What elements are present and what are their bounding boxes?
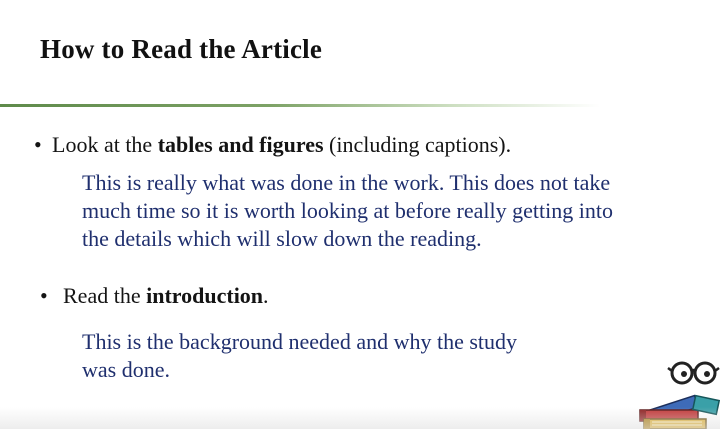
bullet-item-tables-figures [34,132,511,158]
note-line: much time so it is worth looking at before really getting into [82,198,613,223]
bullet-marker: • [34,132,42,157]
bullet-text-pre: Read the [63,283,147,308]
bullet-marker: • [40,283,48,308]
slide-title: How to Read the Article [40,34,323,64]
bullet-text-post: (including captions). [323,132,512,157]
bullet-note-introduction [82,328,602,384]
bullet-text-post: . [263,283,269,308]
bullet-item-introduction [40,283,269,309]
bullet-text-bold: introduction [146,283,264,308]
bottom-shade [0,407,720,429]
bullet-text-bold: tables and figures [157,132,324,157]
title-divider [0,104,600,107]
note-line: was done. [82,357,170,382]
note-line: This is the background needed and why the study [82,329,518,354]
note-line: This is really what was done in the work. This does not take [82,170,611,195]
bullet-text-pre: Look at the [52,132,158,157]
note-line: the details which will slow down the reading. [82,226,482,251]
bullet-note-tables-figures [82,169,720,253]
